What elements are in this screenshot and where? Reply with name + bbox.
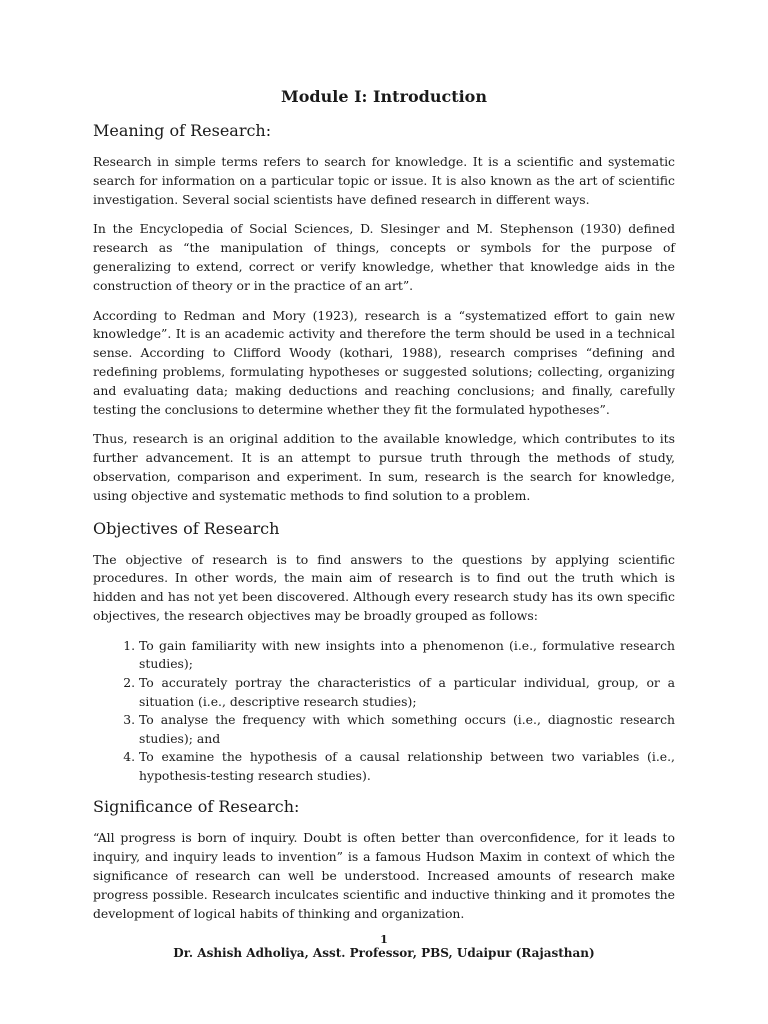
list-item: 2. To accurately portray the characteristics of a particular individual, group, or a situation (i.e., descriptive research studies); — [139, 674, 675, 711]
list-item: 3. To analyse the frequency with which something occurs (i.e., diagnostic research studies); and — [139, 711, 675, 748]
paragraph: Thus, research is an original addition to the available knowledge, which contributes to its further advancement. It is an attempt to pursue truth through the methods of study, observation, comparison and experiment. In sum, research is the search for knowledge, using objective and systematic methods to find solution to a problem. — [93, 431, 675, 503]
section-meaning-of-research — [93, 119, 675, 506]
paragraph: “All progress is born of inquiry. Doubt is often better than overconfidence, for it leads to inquiry, and inquiry leads to invention” is a famous Hudson Maxim in context of which the significance of research can well be understood. Increased amounts of research make progress possible. Research inculcates scientific and inductive thinking and it promotes the development of logical habits of thinking and organization. — [93, 830, 675, 921]
page-number: 1 — [380, 933, 388, 946]
paragraph: Research in simple terms refers to search for knowledge. It is a scientific and systematic search for information on a particular topic or issue. It is also known as the art of scientific investigation. Several social scientists have defined research in different ways. — [93, 154, 675, 207]
section-significance-of-research — [93, 795, 675, 923]
section-heading-objectives: Objectives of Research — [93, 518, 280, 538]
page-title: Module I: Introduction — [281, 87, 487, 106]
section-heading-significance: Significance of Research: — [93, 797, 300, 817]
list-item: 4. To examine the hypothesis of a causal relationship between two variables (i.e., hypothesis-testing research studies). — [139, 748, 675, 785]
section-heading-meaning: Meaning of Research: — [93, 121, 272, 140]
objectives-list — [93, 637, 675, 786]
list-item: 1. To gain familiarity with new insights into a phenomenon (i.e., formulative research studies); — [139, 637, 675, 674]
paragraph: In the Encyclopedia of Social Sciences, D. Slesinger and M. Stephenson (1930) defined research as “the manipulation of things, concepts or symbols for the purpose of generalizing to extend, correct or verify knowledge, whether that knowledge aids in the construction of theory or in the practice of an art”. — [93, 221, 675, 293]
paragraph: According to Redman and Mory (1923), research is a “systematized effort to gain new knowledge”. It is an academic activity and therefore the term should be used in a technical sense. According to Clifford Woody (kothari, 1988), research comprises “defining and redefining problems, formulating hypotheses or suggested solutions; collecting, organizing and evaluating data; making deductions and reaching conclusions; and finally, carefully testing the conclusions to determine whether they fit the formulated hypotheses”. — [93, 307, 675, 417]
footer-author-line: Dr. Ashish Adholiya, Asst. Professor, PBS, Udaipur (Rajasthan) — [173, 946, 595, 960]
section-objectives-of-research — [93, 517, 675, 786]
paragraph: The objective of research is to find answers to the questions by applying scientific procedures. In other words, the main aim of research is to find out the truth which is hidden and has not yet been discovered. Although every research study has its own specific objectives, the research objectives may be broadly grouped as follows: — [93, 551, 675, 623]
